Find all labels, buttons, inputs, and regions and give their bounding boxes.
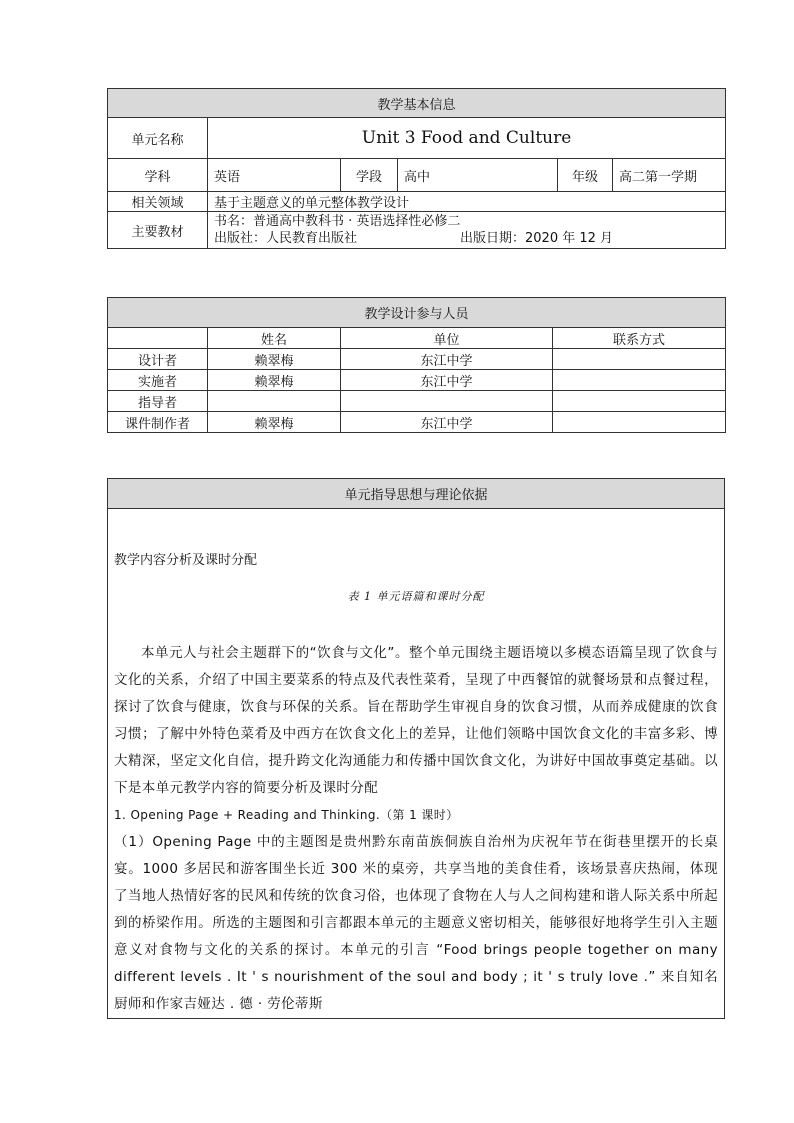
stage-value: 高中: [398, 159, 558, 192]
textbook-value: [208, 212, 726, 249]
contact-cell: [553, 391, 726, 412]
guidance-header: 单元指导思想与理论依据: [108, 479, 725, 509]
column-header-name: 姓名: [208, 328, 341, 349]
role-cell: 指导者: [108, 391, 208, 412]
column-header-contact: 联系方式: [553, 328, 726, 349]
unit-cell: 东江中学: [341, 412, 553, 433]
role-cell: 设计者: [108, 349, 208, 370]
participants-header: 教学设计参与人员: [108, 298, 726, 328]
contact-cell: [553, 349, 726, 370]
grade-label: 年级: [558, 159, 613, 192]
unit-cell: [341, 391, 553, 412]
table-row: [108, 391, 726, 412]
intro-paragraph: 本单元人与社会主题群下的“饮食与文化”。整个单元围绕主题语境以多模态语篇呈现了饮食与文化的关系，介绍了中国主要菜系的特点及代表性菜肴，呈现了中西餐馆的就餐场景和点餐过程，探讨了饮食与健康，饮食与环保的关系。旨在帮助学生审视自身的饮食习惯，从而养成健康的饮食习惯；了解中外特色菜肴及中西方在饮食文化上的差异，让他们领略中国饮食文化的丰富多彩、博大精深，坚定文化自信，提升跨文化沟通能力和传播中国饮食文化，为讲好中国故事奠定基础。以下是本单元教学内容的简要分析及课时分配: [114, 645, 718, 796]
opening-page-paragraph: （1）Opening Page 中的主题图是贵州黔东南苗族侗族自治州为庆祝年节在街巷里摆开的长桌宴。1000 多居民和游客围坐长近 300 米的桌旁，共享当地的美食佳肴，该场景喜庆热闹，体现了当地人热情好客的民风和传统的饮食习俗，也体现了食物在人与人之间构建和谐人际关系中所起到的桥梁作用。所选的主题图和引言都跟本单元的主题意义密切相关，能够很好地将学生引入主题意义对食物与文化的关系的探讨。本单元的引言 “Food brings people together on many different levels . It ' s nourishment of the soul and body ; it ' s truly love .” 来自知名厨师和作家吉娅达 . 德 · 劳伦蒂斯: [114, 834, 718, 1012]
publisher: 出版社：人民教育出版社: [214, 231, 358, 246]
contact-cell: [553, 412, 726, 433]
publish-date: 出版日期：2020 年 12 月: [460, 231, 614, 246]
unit-name-label: 单元名称: [108, 118, 208, 159]
textbook-name: 书名：普通高中教科书 · 英语选择性必修二: [214, 214, 461, 229]
table-row: [108, 412, 726, 433]
stage-label: 学段: [341, 159, 398, 192]
role-cell: 课件制作者: [108, 412, 208, 433]
guidance-table: [107, 478, 725, 1019]
field-value: 基于主题意义的单元整体教学设计: [208, 192, 726, 212]
unit-cell: 东江中学: [341, 370, 553, 391]
column-header: [108, 328, 208, 349]
table-caption: 表 1 单元语篇和课时分配: [347, 590, 485, 603]
table-row: [108, 349, 726, 370]
subject-label: 学科: [108, 159, 208, 192]
textbook-label: 主要教材: [108, 212, 208, 249]
field-label: 相关领域: [108, 192, 208, 212]
name-cell: [208, 391, 341, 412]
role-cell: 实施者: [108, 370, 208, 391]
guidance-body: [108, 509, 725, 1019]
name-cell: 赖翠梅: [208, 412, 341, 433]
lesson-1-heading: 1. Opening Page + Reading and Thinking.（第 1 课时）: [114, 808, 459, 822]
grade-value: 高二第一学期: [613, 159, 726, 192]
subject-value: 英语: [208, 159, 341, 192]
unit-name-value: Unit 3 Food and Culture: [208, 118, 726, 159]
name-cell: 赖翠梅: [208, 349, 341, 370]
section-title: 教学内容分析及课时分配: [114, 553, 258, 568]
column-header-unit: 单位: [341, 328, 553, 349]
basic-info-header: 教学基本信息: [108, 89, 726, 118]
name-cell: 赖翠梅: [208, 370, 341, 391]
basic-info-table: [107, 88, 726, 249]
participants-table: [107, 297, 726, 433]
table-row: [108, 370, 726, 391]
unit-cell: 东江中学: [341, 349, 553, 370]
contact-cell: [553, 370, 726, 391]
